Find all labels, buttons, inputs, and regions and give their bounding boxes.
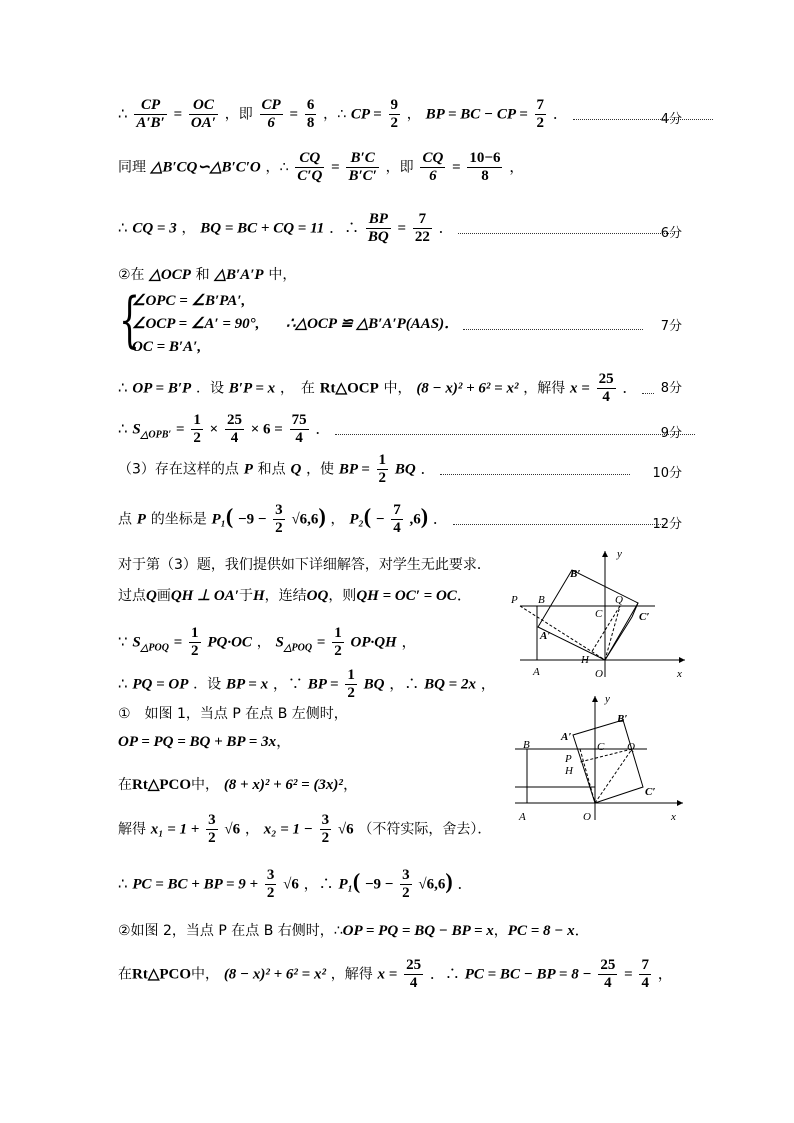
figure-1-diagram <box>505 545 695 685</box>
label-b: B <box>523 739 530 751</box>
label-a2: A′ <box>561 731 572 743</box>
label-b2: B′ <box>617 713 628 725</box>
rotated-rectangle <box>538 570 638 660</box>
fraction: $\frac{3}{2}$ <box>402 867 410 901</box>
fraction: $\frac{3}{2}$ <box>275 502 283 536</box>
line-16: 在Rt△PCO中， (8 + x)² + 6² = (3x)²， <box>118 775 358 793</box>
fraction: $\frac{1}{2}$ <box>378 452 387 486</box>
score-label: 7分 <box>660 319 682 334</box>
label-a2: A′ <box>540 630 551 642</box>
fraction: $\frac{10-6}{8}$ <box>469 150 501 184</box>
line-12: ∵ $S_{\triangle POQ}$ = $\frac{1}{2}$ PQ·OC ， $S_{\triangle POQ}$ = $\frac{1}{2}$ OP·QH ， <box>118 625 417 659</box>
fraction: $\frac{CQ}{C'Q}$ <box>297 150 323 184</box>
fraction: $\frac{25}{4}$ <box>226 412 242 446</box>
label-o: O <box>595 668 603 680</box>
label-a: A <box>519 811 526 823</box>
label-p: P <box>511 594 518 606</box>
fraction: $\frac{3}{2}$ <box>208 812 216 846</box>
fraction: $\frac{25}{4}$ <box>600 957 616 991</box>
rectangle-oabc <box>527 749 595 803</box>
fraction: $\frac{OC}{OA'}$ <box>190 97 216 131</box>
fraction: $\frac{6}{8}$ <box>306 97 315 131</box>
line-2: 同理 △B′CQ∽△B′C′O ，∴ $\frac{CQ}{C'Q}$ = $\frac{B'C}{B'C'}$ ，即 $\frac{CQ}{6}$ = $\frac{10-6}{8}$ ， <box>118 150 525 184</box>
label-q: Q <box>627 741 635 753</box>
fraction: $\frac{1}{2}$ <box>334 625 342 659</box>
line-19: ②如图 2，当点 P 在点 B 右侧时，∴OP = PQ = BQ − BP = x，PC = 8 − x． <box>118 921 590 939</box>
label-a: A <box>533 666 540 678</box>
fraction: $\frac{25}{4}$ <box>406 957 422 991</box>
system-row-2: ∠OCP = ∠A′ = 90°, <box>132 316 260 332</box>
fraction: $\frac{7}{22}$ <box>414 211 430 245</box>
fraction: $\frac{CP}{A'B'}$ <box>136 97 165 131</box>
line-10: 对于第（3）题，我们提供如下详细解答，对学生无此要求． <box>118 557 491 573</box>
line-14: ① 如图 1，当点 P 在点 B 左侧时， <box>118 706 348 722</box>
fraction: $\frac{1}{2}$ <box>347 667 355 701</box>
score-label: 6分 <box>660 226 682 241</box>
fraction: $\frac{7}{4}$ <box>393 502 401 536</box>
fraction: $\frac{CQ}{6}$ <box>422 150 444 184</box>
label-x: x <box>671 811 676 823</box>
line-1: ∴ $\frac{CP}{A'B'}$ = $\frac{OC}{OA'}$ ，即 $\frac{CP}{6}$ = $\frac{6}{8}$ ，∴ CP = $\frac{9}{2}$ ， BP = BC − CP = $\frac{7}{2}$ ． <box>118 97 713 132</box>
score-label: 4分 <box>660 112 682 127</box>
score-label: 8分 <box>660 381 682 396</box>
fraction: $\frac{7}{2}$ <box>536 97 545 131</box>
label-h: H <box>581 654 589 666</box>
label-y: y <box>617 548 622 560</box>
label-y: y <box>605 693 610 705</box>
fraction: $\frac{75}{4}$ <box>291 412 307 446</box>
score-label: 12分 <box>652 517 682 532</box>
segment-po <box>520 606 605 660</box>
line-20: 在Rt△PCO中， (8 − x)² + 6² = x² ，解得 x = $\frac{25}{4}$ ．∴ PC = BC − BP = 8 − $\frac{25}{4}$ = $\frac{7}{4}$ ， <box>118 957 673 991</box>
fraction: $\frac{BP}{BQ}$ <box>367 211 389 245</box>
system-brace: { <box>119 285 141 355</box>
system-row-1: ∠OPC = ∠B′PA′, <box>132 293 246 309</box>
label-c: C <box>595 608 603 620</box>
figure-2-diagram <box>505 690 695 830</box>
fraction: $\frac{CP}{6}$ <box>261 97 281 131</box>
fraction: $\frac{3}{2}$ <box>321 812 330 846</box>
label-o: O <box>583 811 591 823</box>
line-4: ②在 △OCP 和 △B′A′P 中， <box>118 267 297 283</box>
line-18: ∴ PC = BC + BP = 9 + $\frac{3}{2}$ √6 ，∴ P₁( −9 − $\frac{3}{2}$ √6,6) ． <box>118 867 473 901</box>
therefore-symbol: ∴ <box>118 104 128 123</box>
system-conclusion: ∴△OCP ≌ △B′A′P(AAS)． <box>286 314 643 334</box>
label-c: C <box>597 741 605 753</box>
label-c2: C′ <box>645 786 656 798</box>
score-label: 9分 <box>660 426 682 441</box>
label-b: B <box>538 594 545 606</box>
label-q: Q <box>615 594 623 606</box>
line-7: ∴ $S_{\triangle OPB'}$ = $\frac{1}{2}$ × $\frac{25}{4}$ × 6 = $\frac{75}{4}$ ． <box>118 412 695 447</box>
fraction: $\frac{9}{2}$ <box>390 97 399 131</box>
label-c2: C′ <box>639 611 650 623</box>
line-6: ∴ OP = B′P ．设 B′P = x ， 在 Rt△OCP 中， (8 − x)² + 6² = x² ，解得 x = $\frac{25}{4}$ ． <box>118 371 654 406</box>
line-15: OP = PQ = BQ + BP = 3x， <box>118 732 292 750</box>
line-17: 解得 x₁ = 1 + $\frac{3}{2}$ √6 ， x₂ = 1 − $\frac{3}{2}$ √6 （不符实际，舍去）． <box>118 812 492 846</box>
line-8: （3）存在这样的点 P 和点 Q ，使 BP = $\frac{1}{2}$ BQ ． <box>118 452 630 487</box>
line-9: 点 P 的坐标是 P₁( −9 − $\frac{3}{2}$ √6,6) ， P₂( − $\frac{7}{4}$ ,6) ． <box>118 502 663 537</box>
fraction: $\frac{3}{2}$ <box>266 867 275 901</box>
score-label: 10分 <box>652 466 682 481</box>
line-3: ∴ CQ = 3 ， BQ = BC + CQ = 11 ．∴ $\frac{BP}{BQ}$ = $\frac{7}{22}$ ． <box>118 211 673 246</box>
label-b2: B′ <box>570 568 581 580</box>
line-11: 过点Q画QH ⊥ OA′于H，连结OQ，则QH = OC′ = OC． <box>118 586 472 604</box>
label-x: x <box>677 668 682 680</box>
system-row-3: OC = B′A′, <box>132 339 202 355</box>
segment-po <box>580 749 595 803</box>
label-p: P <box>565 753 572 765</box>
segment-c2 <box>632 603 638 617</box>
fraction: $\frac{7}{4}$ <box>641 957 649 991</box>
fraction: $\frac{1}{2}$ <box>193 412 201 446</box>
fraction: $\frac{25}{4}$ <box>598 371 614 405</box>
line-13: ∴ PQ = OP ．设 BP = x ，∵ BP = $\frac{1}{2}$ BQ ，∴ BQ = 2x ， <box>118 667 496 701</box>
fraction: $\frac{B'C}{B'C'}$ <box>348 150 377 184</box>
segment-oq <box>605 606 620 660</box>
fraction: $\frac{1}{2}$ <box>191 625 199 659</box>
label-h: H <box>565 765 573 777</box>
